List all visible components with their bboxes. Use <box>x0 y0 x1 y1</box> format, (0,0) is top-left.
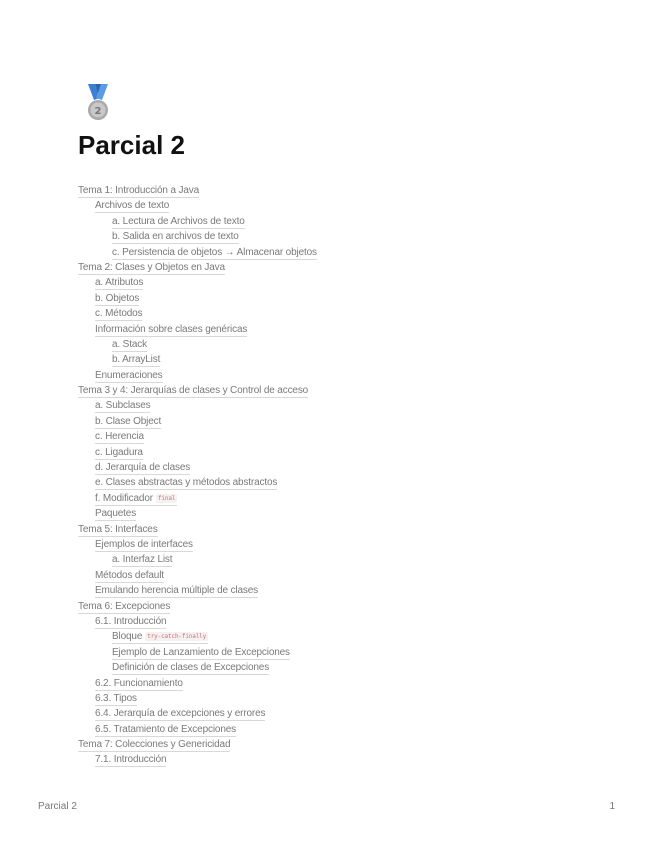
toc-item <box>78 399 598 414</box>
toc-link[interactable] <box>78 524 158 537</box>
toc-link-label: Ejemplos de interfaces <box>95 538 193 550</box>
toc-item <box>78 630 598 645</box>
toc-link[interactable] <box>95 724 236 737</box>
toc-link[interactable] <box>95 447 143 460</box>
toc-link[interactable] <box>95 431 144 444</box>
toc-link-label: a. Stack <box>112 338 147 350</box>
toc-link[interactable] <box>112 662 269 675</box>
page-title: Parcial 2 <box>78 130 185 160</box>
toc-link[interactable] <box>95 693 137 706</box>
toc-link-label: c. Ligadura <box>95 446 143 458</box>
toc-item <box>78 184 598 199</box>
toc-item <box>78 507 598 522</box>
medal-2-icon <box>86 84 110 122</box>
toc-link[interactable] <box>78 262 225 275</box>
toc-item <box>78 353 598 368</box>
toc-item <box>78 569 598 584</box>
toc-link-label: b. Clase Object <box>95 415 162 427</box>
toc-link-label: Tema 3 y 4: Jerarquías de clases y Control de acceso <box>78 385 309 397</box>
toc-link-label: Emulando herencia múltiple de clases <box>95 585 259 597</box>
toc-item <box>78 338 598 353</box>
toc-link[interactable] <box>95 754 166 767</box>
toc-link-label: b. Objetos <box>95 292 140 304</box>
toc-link[interactable] <box>95 493 177 506</box>
toc-item <box>78 538 598 553</box>
toc-item <box>78 384 598 399</box>
toc-link[interactable] <box>112 339 147 352</box>
toc-item <box>78 615 598 630</box>
toc-link[interactable] <box>95 477 277 490</box>
toc-item <box>78 276 598 291</box>
toc-link-label: Métodos default <box>95 569 164 581</box>
toc-link[interactable] <box>95 308 142 321</box>
toc-link-label: e. Clases abstractas y métodos abstractos <box>95 477 278 489</box>
toc-item <box>78 323 598 338</box>
toc-link-label: c. Herencia <box>95 431 144 443</box>
svg-text:2: 2 <box>94 106 102 117</box>
toc-item <box>78 307 598 322</box>
toc-link-label: f. Modificador <box>95 492 153 504</box>
table-of-contents <box>78 184 598 769</box>
toc-item <box>78 692 598 707</box>
toc-link[interactable] <box>95 400 150 413</box>
toc-item <box>78 199 598 214</box>
toc-link[interactable] <box>112 647 290 660</box>
toc-item <box>78 261 598 276</box>
toc-link-label: Paquetes <box>95 508 137 520</box>
toc-link-label: a. Lectura de Archivos de texto <box>112 215 245 227</box>
toc-link[interactable] <box>112 247 317 260</box>
toc-link[interactable] <box>112 554 172 567</box>
toc-link[interactable] <box>95 616 166 629</box>
toc-link-label: Definición de clases de Excepciones <box>112 662 270 674</box>
toc-item <box>78 753 598 768</box>
toc-link-label: 6.5. Tratamiento de Excepciones <box>95 723 236 735</box>
toc-link-label: 7.1. Introducción <box>95 754 167 766</box>
toc-item <box>78 430 598 445</box>
toc-link-label: c. Métodos <box>95 308 143 320</box>
toc-link[interactable] <box>112 216 245 229</box>
toc-link-label: Tema 1: Introducción a Java <box>78 185 200 196</box>
toc-link-label: Archivos de texto <box>95 200 170 212</box>
toc-item <box>78 246 598 261</box>
inline-code: try-catch-finally <box>147 633 207 641</box>
toc-link[interactable] <box>78 185 199 198</box>
toc-link[interactable] <box>112 231 239 244</box>
toc-link-label: b. ArrayList <box>112 354 161 366</box>
toc-link-label: Tema 2: Clases y Objetos en Java <box>78 261 225 273</box>
toc-link[interactable] <box>112 354 160 367</box>
toc-item <box>78 584 598 599</box>
toc-link[interactable] <box>95 708 265 721</box>
toc-link-label: a. Subclases <box>95 400 151 412</box>
toc-link-label: 6.3. Tipos <box>95 692 137 704</box>
toc-link[interactable] <box>95 539 193 552</box>
toc-link-label: d. Jerarquía de clases <box>95 462 191 474</box>
toc-item <box>78 738 598 753</box>
toc-link[interactable] <box>95 416 161 429</box>
toc-link[interactable] <box>95 585 258 598</box>
page-number: 1 <box>609 801 615 812</box>
toc-link-label: Tema 7: Colecciones y Genericidad <box>78 739 231 751</box>
footer-title: Parcial 2 <box>38 801 77 812</box>
toc-link[interactable] <box>78 601 170 614</box>
toc-item <box>78 215 598 230</box>
toc-link[interactable] <box>95 200 169 213</box>
toc-link[interactable] <box>112 631 208 644</box>
toc-item <box>78 646 598 661</box>
toc-link[interactable] <box>95 678 183 691</box>
toc-item <box>78 292 598 307</box>
toc-item <box>78 369 598 384</box>
toc-item <box>78 553 598 568</box>
toc-item <box>78 446 598 461</box>
toc-link-label: Enumeraciones <box>95 369 163 381</box>
toc-item <box>78 600 598 615</box>
toc-link[interactable] <box>95 324 247 337</box>
toc-link-label: c. Persistencia de objetos → Almacenar objetos <box>112 246 317 258</box>
inline-code: final <box>157 494 176 502</box>
toc-item <box>78 492 598 507</box>
toc-link[interactable] <box>95 462 190 475</box>
toc-link[interactable] <box>95 277 143 290</box>
toc-link-label: Ejemplo de Lanzamiento de Excepciones <box>112 646 290 658</box>
toc-link-label: a. Interfaz List <box>112 554 173 566</box>
toc-item <box>78 707 598 722</box>
toc-link[interactable] <box>95 293 139 306</box>
toc-link-label: Bloque <box>112 631 143 643</box>
toc-link[interactable] <box>95 570 164 583</box>
toc-item <box>78 476 598 491</box>
toc-link-label: b. Salida en archivos de texto <box>112 231 239 243</box>
toc-item <box>78 415 598 430</box>
toc-link-label: Información sobre clases genéricas <box>95 323 248 335</box>
toc-link-label: 6.4. Jerarquía de excepciones y errores <box>95 708 266 720</box>
toc-link-label: Tema 5: Interfaces <box>78 523 158 535</box>
toc-link-label: Tema 6: Excepciones <box>78 600 171 612</box>
toc-item <box>78 677 598 692</box>
toc-item <box>78 523 598 538</box>
toc-item <box>78 230 598 245</box>
toc-link[interactable] <box>78 385 308 398</box>
toc-link[interactable] <box>95 508 136 521</box>
toc-item <box>78 461 598 476</box>
toc-link-label: 6.2. Funcionamiento <box>95 677 183 689</box>
toc-link-label: a. Atributos <box>95 277 144 289</box>
toc-item <box>78 661 598 676</box>
toc-link[interactable] <box>78 739 230 752</box>
toc-link-label: 6.1. Introducción <box>95 615 167 627</box>
toc-item <box>78 723 598 738</box>
toc-link[interactable] <box>95 370 163 383</box>
